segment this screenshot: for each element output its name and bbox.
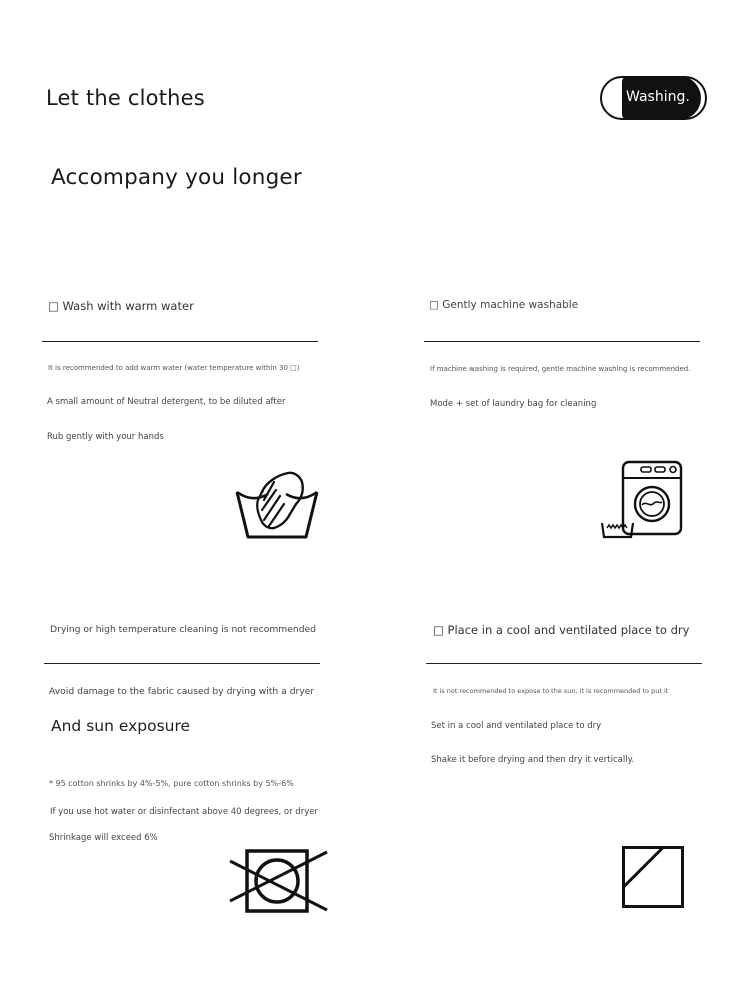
washing-machine-icon <box>600 460 684 542</box>
machine-heading: □ Gently machine washable <box>429 299 579 311</box>
cool-dry-line-3: Shake it before drying and then dry it vertically. <box>431 755 635 765</box>
cool-dry-line-2: Set in a cool and ventilated place to dry <box>431 721 602 731</box>
warm-water-line-3: Rub gently with your hands <box>47 432 164 442</box>
machine-divider <box>424 341 700 342</box>
drying-heading: Drying or high temperature cleaning is not recommended <box>50 624 317 635</box>
drying-line-2: And sun exposure <box>51 717 191 735</box>
cool-dry-heading: □ Place in a cool and ventilated place to dry <box>433 623 690 637</box>
cool-dry-line-1: It is not recommended to expose to the sun, it is recommended to put it <box>433 687 669 695</box>
dry-in-shade-icon <box>621 845 687 911</box>
badge-label: Washing. <box>626 89 690 105</box>
do-not-tumble-dry-icon <box>229 849 329 915</box>
drying-divider <box>44 663 320 664</box>
drying-line-1: Avoid damage to the fabric caused by drying with a dryer <box>49 686 315 697</box>
warm-water-line-1: It is recommended to add warm water (water temperature within 30 □) <box>48 364 300 372</box>
warm-water-line-2: A small amount of Neutral detergent, to be diluted after <box>47 397 286 407</box>
page-title: Let the clothes <box>46 86 205 110</box>
warm-water-divider <box>42 341 318 342</box>
machine-line-1: If machine washing is required, gentle machine washing is recommended. <box>430 365 691 373</box>
drying-line-4: If you use hot water or disinfectant above 40 degrees, or dryer <box>50 807 318 817</box>
drying-line-5: Shrinkage will exceed 6% <box>49 833 158 843</box>
page-subtitle: Accompany you longer <box>51 165 302 190</box>
hand-wash-icon <box>234 470 320 542</box>
drying-line-3: * 95 cotton shrinks by 4%-5%, pure cotton shrinks by 5%-6% <box>49 779 294 788</box>
cool-dry-divider <box>426 663 702 664</box>
warm-water-heading: □ Wash with warm water <box>48 299 194 313</box>
machine-line-2: Mode + set of laundry bag for cleaning <box>430 399 597 409</box>
